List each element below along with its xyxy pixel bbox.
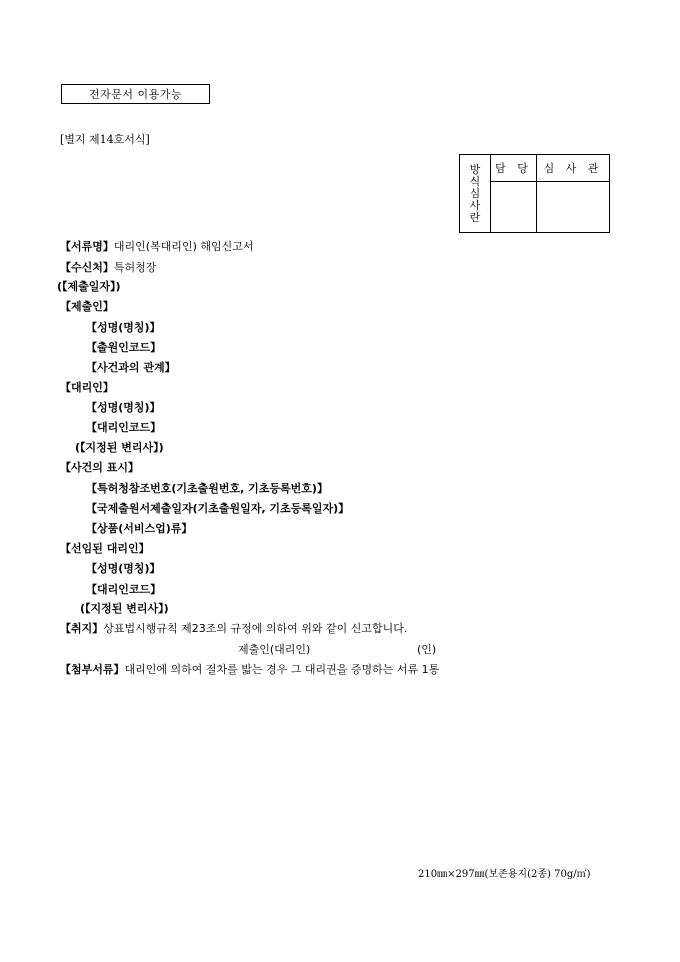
appointed-agent-name-field: 【성명(명칭)】: [86, 562, 161, 575]
relation-to-case-field: 【사건과의 관계】: [86, 361, 176, 374]
seal-label: (인): [417, 643, 437, 656]
review-label-char: 식: [469, 174, 481, 188]
case-indication-heading: 【사건의 표시】: [60, 461, 139, 474]
form-number: [별지 제14호서식]: [60, 133, 150, 146]
goods-class-field: 【상품(서비스업)류】: [86, 522, 193, 535]
agent-code-field: 【대리인코드】: [86, 421, 162, 434]
review-label-char: 란: [469, 210, 481, 224]
reference-number-field: 【특허청참조번호(기초출원번호, 기초등록번호)】: [86, 482, 328, 495]
review-label-char: 사: [469, 198, 481, 212]
international-filing-date-field: 【국제출원서제출일자(기초출원일자, 기초등록일자)】: [86, 502, 350, 515]
applicant-code-field: 【출원인코드】: [86, 341, 162, 354]
field-value: 대리인에 의하여 절차를 밟는 경우 그 대리권을 증명하는 서류 1통: [124, 663, 440, 676]
appointed-agent-heading: 【선임된 대리인】: [60, 542, 150, 555]
field-tag: 【취지】: [60, 622, 104, 635]
review-stamp-table: [459, 154, 610, 233]
field-tag: 【수신처】: [60, 261, 114, 274]
field-tag: 【첨부서류】: [60, 663, 125, 676]
field-value: 상표법시행규칙 제23조의 규정에 의하여 위와 같이 신고합니다.: [103, 622, 408, 635]
submission-date-line: (【제출일자】): [57, 280, 121, 293]
examiner-signature-cell: [537, 182, 610, 233]
electronic-document-badge: 전자문서 이용가능: [61, 84, 210, 104]
agent-name-field: 【성명(명칭)】: [86, 401, 161, 414]
recipient-line: [60, 260, 156, 276]
review-label-char: 심: [469, 186, 481, 200]
document-name-line: [60, 239, 253, 255]
field-tag: 【서류명】: [60, 240, 114, 253]
officer-signature-cell: [491, 182, 537, 233]
purpose-line: [60, 621, 407, 637]
officer-header: 담 당: [491, 155, 537, 182]
agent-heading: 【대리인】: [60, 381, 114, 394]
field-value: 특허청장: [113, 261, 157, 274]
appointed-designated-attorney-field: (【지정된 변리사】): [80, 602, 169, 615]
field-value: 대리인(복대리인) 해임신고서: [113, 240, 254, 253]
examiner-header: 심 사 관: [537, 155, 610, 182]
designated-patent-attorney-field: (【지정된 변리사】): [75, 441, 164, 454]
appointed-agent-code-field: 【대리인코드】: [86, 583, 162, 596]
review-column-label: [460, 155, 491, 233]
signer-label: 제출인(대리인): [238, 643, 311, 656]
applicant-name-field: 【성명(명칭)】: [86, 321, 161, 334]
attachments-line: [60, 662, 439, 678]
paper-size-note: 210㎜×297㎜(보존용지(2종) 70g/㎡): [418, 869, 591, 880]
review-label-char: 방: [469, 162, 481, 176]
applicant-heading: 【제출인】: [60, 300, 114, 313]
